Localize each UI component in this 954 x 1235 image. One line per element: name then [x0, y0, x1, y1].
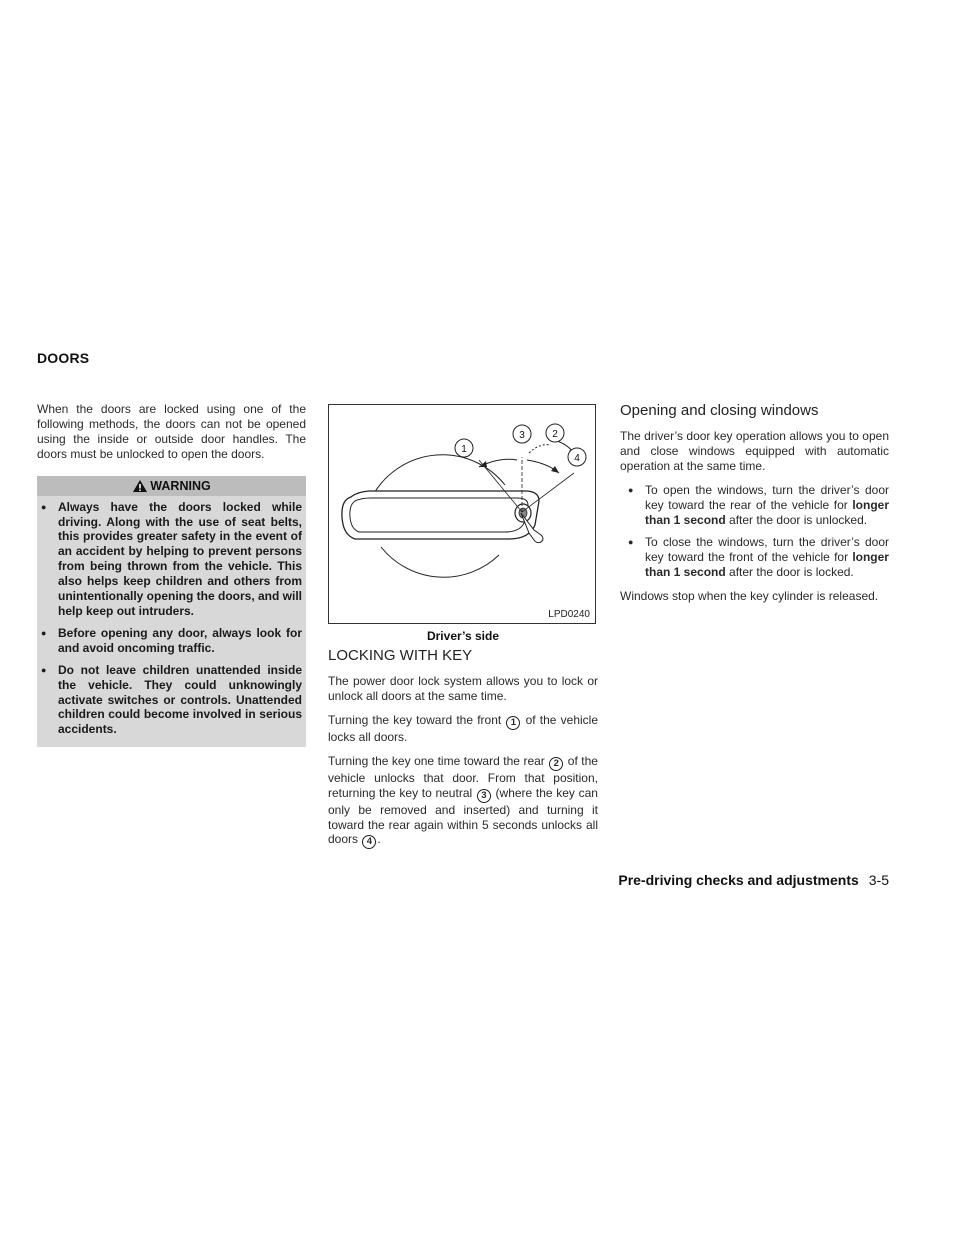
- figure-caption: Driver’s side: [426, 629, 500, 643]
- section-title: DOORS: [37, 350, 90, 366]
- column-left: [37, 402, 306, 747]
- callout-ref-4: 4: [362, 835, 376, 849]
- locking-paragraph-1: The power door lock system allows you to lock or unlock all doors at the same time.: [328, 674, 598, 703]
- callout-1: [455, 439, 473, 457]
- callout-2: [546, 424, 564, 442]
- svg-text:1: 1: [461, 444, 467, 455]
- locking-heading: LOCKING WITH KEY: [328, 647, 473, 664]
- warning-box: [37, 476, 306, 748]
- locking-paragraph-2: Turning the key toward the front 1 of the vehicle locks all doors.: [328, 712, 598, 744]
- column-middle: [328, 404, 598, 858]
- warning-item: ● Do not leave children unattended inside the vehicle. They could unknowingly activate switches or controls. Unattended children could become involved in serious accidents.: [40, 663, 302, 738]
- page-footer: [618, 872, 889, 888]
- warning-title: WARNING: [150, 478, 211, 493]
- page-number: 3-5: [868, 872, 889, 888]
- svg-text:2: 2: [552, 429, 558, 440]
- warning-header: [37, 476, 306, 496]
- callout-3: [513, 425, 531, 443]
- list-item: ● To open the windows, turn the driver’s door key toward the rear of the vehicle for longer than 1 second after the door is unlocked.: [620, 483, 889, 528]
- warning-triangle-icon: [132, 479, 148, 493]
- callout-ref-1: 1: [506, 716, 520, 730]
- figure-code: LPD0240: [548, 609, 590, 620]
- intro-paragraph: When the doors are locked using one of the following methods, the doors can not be opened using the inside or outside door handles. The doors must be unlocked to open the doors.: [37, 402, 306, 461]
- list-item: ● To close the windows, turn the driver’s door key toward the front of the vehicle for longer than 1 second after the door is locked.: [620, 535, 889, 580]
- callout-ref-3: 3: [477, 789, 491, 803]
- warning-item: ● Always have the doors locked while driving. Along with the use of seat belts, this provides greater safety in the event of an accident by helping to prevent persons from being thrown from the vehicle. This also helps keep children and others from unintentionally opening the doors, and will help keep out intruders.: [40, 500, 302, 619]
- warning-item: ● Before opening any door, always look for and avoid oncoming traffic.: [40, 626, 302, 656]
- warning-list: [40, 496, 302, 738]
- door-handle-figure: [328, 404, 596, 624]
- svg-text:4: 4: [574, 453, 580, 464]
- windows-paragraph-2: Windows stop when the key cylinder is released.: [620, 589, 879, 604]
- callout-4: [568, 448, 586, 466]
- locking-paragraph-3: Turning the key one time toward the rear 2 of the vehicle unlocks that door. From that position, returning the key to neutral 3 (where the key can only be removed and inserted) and turning it toward the rear again within 5 seconds unlocks all doors 4 .: [328, 753, 598, 848]
- windows-list: [620, 483, 889, 580]
- door-handle-illustration: [329, 405, 595, 623]
- footer-section: Pre-driving checks and adjustments: [618, 872, 859, 888]
- windows-paragraph-1: The driver’s door key operation allows you to open and close windows equipped with automatic operation at the same time.: [620, 429, 889, 473]
- windows-heading: Opening and closing windows: [620, 402, 819, 419]
- callout-ref-2: 2: [549, 757, 563, 771]
- svg-text:3: 3: [519, 430, 525, 441]
- column-right: [620, 402, 889, 613]
